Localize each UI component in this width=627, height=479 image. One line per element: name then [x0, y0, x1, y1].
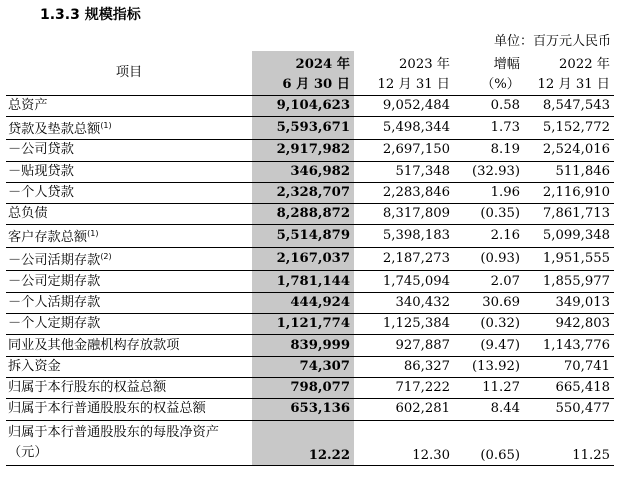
table-row: [6, 140, 614, 161]
value-change: 2.07: [454, 271, 524, 292]
header-2022-date: 12 月 31 日: [537, 77, 610, 92]
value-2023: 717,222: [354, 377, 454, 398]
value-2022: 1,143,776: [524, 335, 614, 356]
table-row: [6, 356, 614, 377]
row-label: [6, 248, 252, 271]
row-label: [6, 292, 252, 313]
value-2022: 5,152,772: [524, 117, 614, 140]
footnote-marker: (1): [100, 121, 112, 131]
scale-indicators-table: [6, 51, 614, 466]
value-2024h1: 839,999: [252, 335, 354, 356]
row-label: [6, 161, 252, 182]
value-change: 30.69: [454, 292, 524, 313]
value-2024h1: 2,167,037: [252, 248, 354, 271]
value-2023: 602,281: [354, 399, 454, 420]
value-2024h1: 653,136: [252, 399, 354, 420]
table-row: [6, 225, 614, 248]
value-change: 1.96: [454, 182, 524, 203]
row-label-text: －公司贷款: [8, 142, 74, 158]
header-2022-year: 2022 年: [559, 57, 610, 72]
value-2024h1: 8,288,872: [252, 204, 354, 225]
value-2024h1: 2,917,982: [252, 140, 354, 161]
value-2022: 1,855,977: [524, 271, 614, 292]
value-2022: 942,803: [524, 314, 614, 335]
value-change: (0.65): [454, 420, 524, 465]
row-label: [6, 399, 252, 420]
row-label-text: －个人贷款: [8, 185, 74, 201]
row-label: [6, 420, 252, 465]
value-2022: 8,547,543: [524, 96, 614, 117]
value-2023: 86,327: [354, 356, 454, 377]
value-2022: 511,846: [524, 161, 614, 182]
value-2022: 2,524,016: [524, 140, 614, 161]
table-row: [6, 314, 614, 335]
value-change: 0.58: [454, 96, 524, 117]
value-2023: 8,317,809: [354, 204, 454, 225]
row-label-text: －贴现贷款: [8, 163, 74, 179]
row-label-text: 归属于本行普通股股东的权益总额: [8, 401, 206, 417]
value-2023: 5,398,183: [354, 225, 454, 248]
value-change: 2.16: [454, 225, 524, 248]
table-row: [6, 335, 614, 356]
row-label-text: 归属于本行普通股股东的每股净资产（元）: [8, 424, 219, 460]
value-2023: 12.30: [354, 420, 454, 465]
header-2022: [524, 51, 614, 96]
value-2024h1: 5,593,671: [252, 117, 354, 140]
value-change: (0.93): [454, 248, 524, 271]
value-2022: 550,477: [524, 399, 614, 420]
value-2024h1: 74,307: [252, 356, 354, 377]
table-row: [6, 182, 614, 203]
row-label-text: 归属于本行股东的权益总额: [8, 380, 167, 396]
footnote-marker: (1): [87, 229, 99, 239]
value-2023: 1,125,384: [354, 314, 454, 335]
header-2024h1-date: 6 月 30 日: [282, 77, 350, 92]
value-change: 11.27: [454, 377, 524, 398]
row-label-text: －个人活期存款: [8, 294, 101, 310]
value-2023: 5,498,344: [354, 117, 454, 140]
row-label: [6, 356, 252, 377]
table-row: [6, 377, 614, 398]
value-2024h1: 1,781,144: [252, 271, 354, 292]
value-2024h1: 1,121,774: [252, 314, 354, 335]
value-2022: 11.25: [524, 420, 614, 465]
table-row: [6, 248, 614, 271]
unit-label: 单位：百万元人民币: [493, 34, 611, 49]
header-change-title: 增幅: [493, 57, 520, 72]
row-label-text: 贷款及垫款总额: [8, 122, 101, 138]
value-2022: 5,099,348: [524, 225, 614, 248]
value-2024h1: 5,514,879: [252, 225, 354, 248]
table-header-row: [6, 51, 614, 96]
value-2022: 1,951,555: [524, 248, 614, 271]
value-2022: 7,861,713: [524, 204, 614, 225]
table-row: [6, 292, 614, 313]
value-2023: 340,432: [354, 292, 454, 313]
footnote-marker: (2): [100, 252, 112, 262]
value-2023: 2,283,846: [354, 182, 454, 203]
table-body: [6, 96, 614, 466]
value-change: (9.47): [454, 335, 524, 356]
value-2022: 70,741: [524, 356, 614, 377]
table-row: [6, 420, 614, 465]
value-2024h1: 444,924: [252, 292, 354, 313]
header-2023: [354, 51, 454, 96]
row-label-text: 拆入资金: [8, 358, 61, 374]
value-2024h1: 798,077: [252, 377, 354, 398]
row-label-text: －公司定期存款: [8, 273, 101, 289]
row-label: [6, 140, 252, 161]
value-2022: 665,418: [524, 377, 614, 398]
header-2024h1: [252, 51, 354, 96]
value-change: (0.32): [454, 314, 524, 335]
row-label-text: －公司活期存款: [8, 253, 101, 269]
header-change: [454, 51, 524, 96]
row-label-text: 总负债: [8, 206, 48, 222]
value-2022: 2,116,910: [524, 182, 614, 203]
value-change: (32.93): [454, 161, 524, 182]
value-2022: 349,013: [524, 292, 614, 313]
row-label: [6, 96, 252, 117]
value-change: 1.73: [454, 117, 524, 140]
header-2023-year: 2023 年: [399, 57, 450, 72]
row-label: [6, 117, 252, 140]
value-2023: 2,697,150: [354, 140, 454, 161]
table-row: [6, 271, 614, 292]
row-label: [6, 225, 252, 248]
value-change: 8.19: [454, 140, 524, 161]
row-label-text: 总资产: [8, 98, 48, 114]
row-label: [6, 377, 252, 398]
row-label: [6, 271, 252, 292]
table-row: [6, 96, 614, 117]
row-label: [6, 314, 252, 335]
table-row: [6, 204, 614, 225]
value-2024h1: 9,104,623: [252, 96, 354, 117]
header-item: 项目: [6, 51, 252, 96]
value-2023: 9,052,484: [354, 96, 454, 117]
value-change: 8.44: [454, 399, 524, 420]
row-label: [6, 335, 252, 356]
value-2024h1: 2,328,707: [252, 182, 354, 203]
value-change: (13.92): [454, 356, 524, 377]
value-2023: 517,348: [354, 161, 454, 182]
section-title: 1.3.3 规模指标: [40, 7, 141, 23]
row-label: [6, 204, 252, 225]
value-2023: 2,187,273: [354, 248, 454, 271]
value-2023: 1,745,094: [354, 271, 454, 292]
value-2024h1: 346,982: [252, 161, 354, 182]
row-label: [6, 182, 252, 203]
value-2023: 927,887: [354, 335, 454, 356]
row-label-text: 同业及其他金融机构存放款项: [8, 337, 180, 353]
row-label-text: 客户存款总额: [8, 230, 88, 246]
header-2023-date: 12 月 31 日: [377, 77, 450, 92]
row-label-text: －个人定期存款: [8, 316, 101, 332]
table-row: [6, 117, 614, 140]
table-row: [6, 399, 614, 420]
header-2024h1-year: 2024 年: [295, 57, 350, 72]
header-change-unit: （%）: [481, 77, 520, 92]
value-2024h1: 12.22: [252, 420, 354, 465]
table-row: [6, 161, 614, 182]
value-change: (0.35): [454, 204, 524, 225]
